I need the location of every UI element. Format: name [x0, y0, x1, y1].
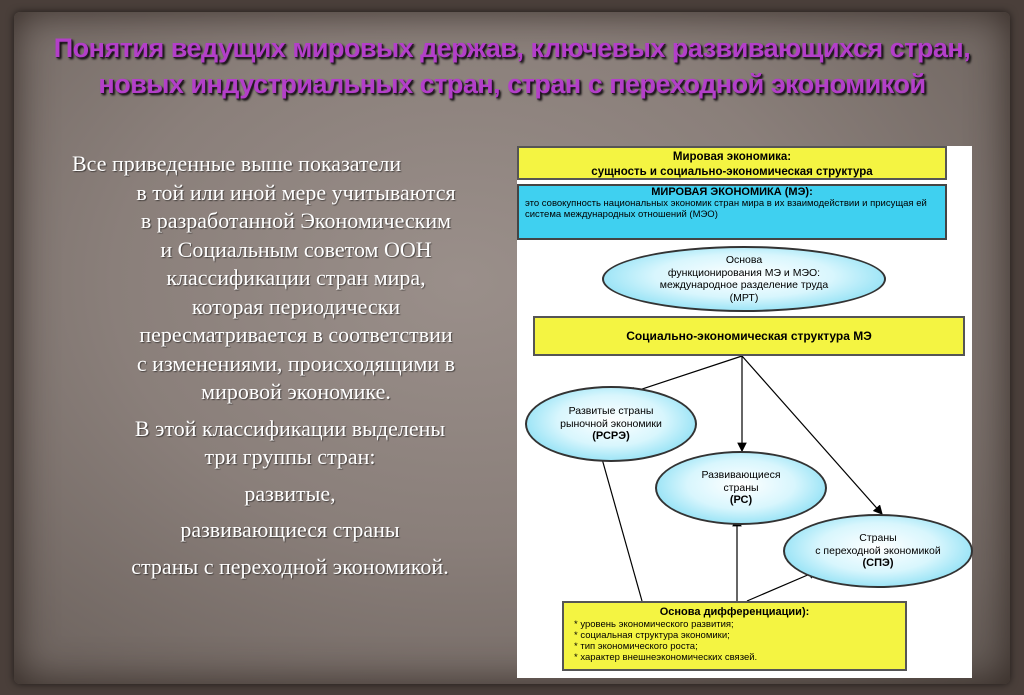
- transition-abbr: (СПЭ): [862, 557, 894, 570]
- group-transition: страны с переходной экономикой.: [131, 553, 449, 579]
- text-line: мировой экономике.: [201, 379, 391, 404]
- text-line: в той или иной мере учитываются: [136, 179, 456, 205]
- developed-abbr: (РСРЭ): [592, 430, 630, 443]
- transition-line: Страны: [859, 532, 897, 545]
- header-line: Мировая экономика:: [672, 151, 792, 163]
- header-line: сущность и социально-экономическая структура: [591, 166, 873, 178]
- basis-line: международное разделение труда: [659, 279, 829, 291]
- transition-ellipse: [783, 514, 973, 588]
- definition-text: это совокупность национальных экономик стран мира в их взаимодействии и присущая ей система международных отношений (МЭО): [525, 198, 927, 220]
- differentiation-item: * уровень экономического развития;: [574, 619, 734, 630]
- text-line: Все приведенные выше показатели: [72, 151, 402, 176]
- differentiation-title: Основа дифференциации):: [659, 606, 810, 618]
- basis-line: функционирования МЭ и МЭО:: [667, 266, 821, 279]
- differentiation-item: * социальная структура экономики;: [574, 630, 730, 641]
- basis-line: (МРТ): [729, 291, 759, 304]
- developing-line: Развивающиеся: [701, 469, 781, 482]
- group-developing: развивающиеся страны: [180, 517, 400, 542]
- definition-box: [517, 184, 947, 240]
- differentiation-item: * характер внешнеэкономических связей.: [574, 652, 758, 663]
- diagram-header: [517, 146, 947, 180]
- paragraph-1: [60, 150, 520, 407]
- group-developed: развитые,: [244, 480, 336, 506]
- text-line: В этой классификации выделены: [134, 415, 446, 441]
- arrow-diff-to-developed: [597, 441, 642, 601]
- differentiation-item: * тип экономического роста;: [574, 641, 698, 652]
- text-line: классификации стран мира,: [166, 265, 426, 290]
- paragraph-2: [60, 415, 520, 472]
- basis-line: Основа: [725, 254, 763, 266]
- differentiation-box: [562, 601, 907, 671]
- developing-line: страны: [723, 481, 759, 494]
- definition-title: МИРОВАЯ ЭКОНОМИКА (МЭ):: [651, 186, 813, 198]
- text-line: которая периодически: [191, 293, 401, 319]
- basis-ellipse: [602, 246, 886, 312]
- developed-line: рыночной экономики: [560, 417, 662, 430]
- diagram-image: [517, 146, 972, 678]
- slide-title: Понятия ведущих мировых держав, ключевых развивающихся стран, новых индустриальных стран, стран с переходной экономикой: [53, 33, 971, 99]
- structure-box: Социально-экономическая структура МЭ: [533, 316, 965, 356]
- developing-abbr: (РС): [729, 494, 753, 507]
- text-line: в разработанной Экономическим: [140, 208, 452, 233]
- text-line: три группы стран:: [204, 444, 376, 469]
- developed-line: Развитые страны: [568, 405, 654, 418]
- text-line: пересматривается в соответствии: [139, 322, 453, 347]
- transition-line: с переходной экономикой: [815, 544, 941, 557]
- text-line: и Социальным советом ООН: [160, 236, 432, 262]
- developing-ellipse: [655, 451, 827, 525]
- developed-ellipse: [525, 386, 697, 462]
- text-line: с изменениями, происходящими в: [136, 350, 456, 376]
- body-text: [60, 150, 520, 581]
